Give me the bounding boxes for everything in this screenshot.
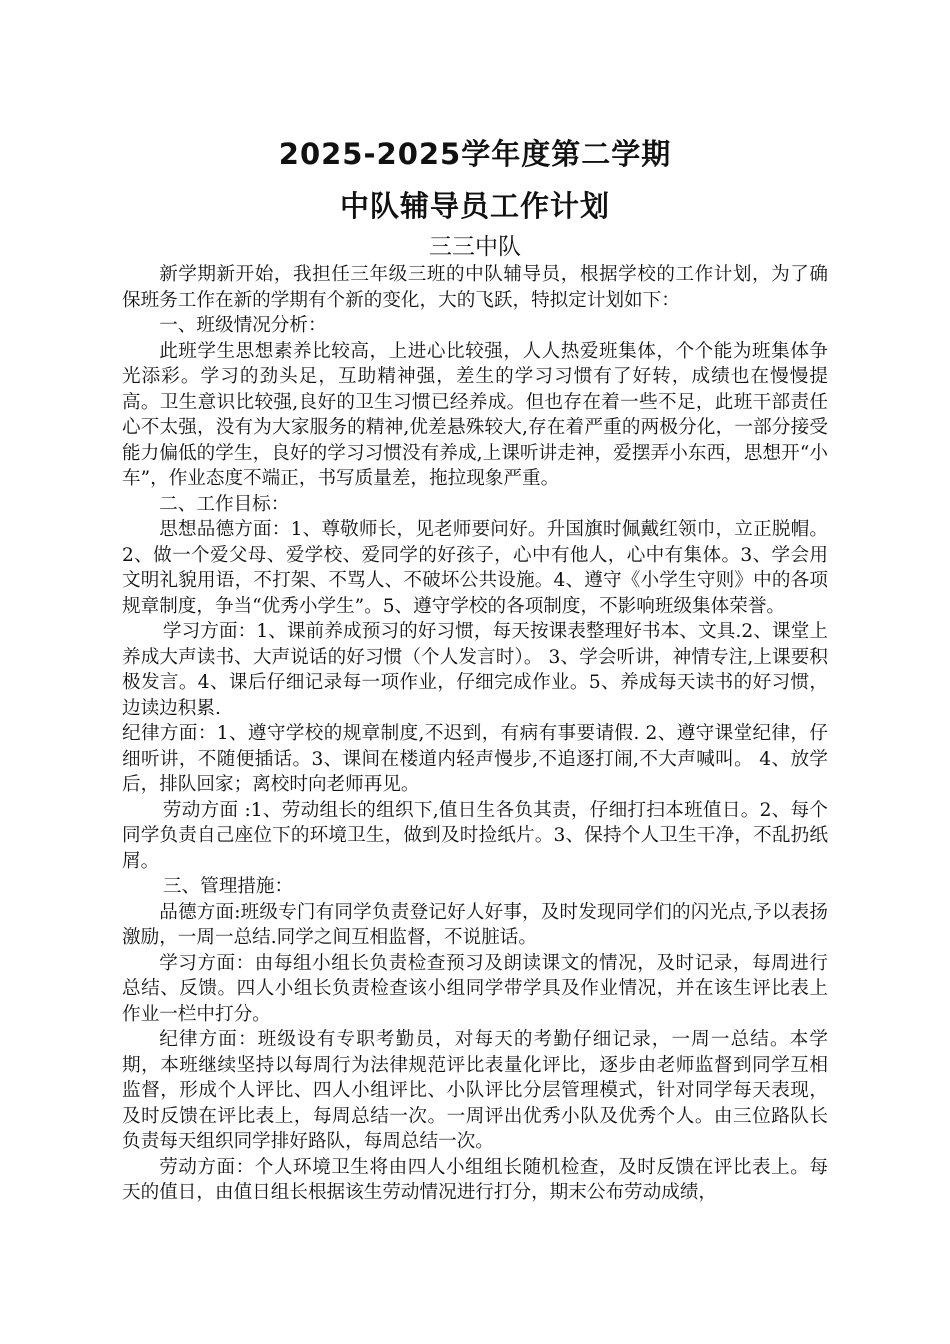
section-heading-3: 三、管理措施： xyxy=(162,876,294,897)
document-subtitle: 三三中队 xyxy=(429,234,521,260)
paragraph-goal-morality: 思想品德方面：1、尊敬师长，见老师要问好。升国旗时佩戴红领巾，立正脱帽。2、做一个爱父母、爱学校、爱同学的好孩子，心中有他人，心中有集体。3、学会用文明礼貌用语，不打架、不骂人、不破坏公共设施。4、遵守《小学生守则》中的各项规章制度，争当“优秀小学生”。5、遵守学校的各项制度，不影响班级集体荣誉。 xyxy=(122,519,828,617)
section-heading-1: 一、班级情况分析： xyxy=(159,315,327,336)
paragraph-measure-labor: 劳动方面：个人环境卫生将由四人小组组长随机检查，及时反馈在评比表上。每天的值日，由值日组长根据该生劳动情况进行打分，期末公布劳动成绩， xyxy=(122,1156,828,1203)
paragraph-class-analysis: 此班学生思想素养比较高，上进心比较强，人人热爱班集体，个个能为班集体争光添彩。学习的劲头足，互助精神强，差生的学习习惯有了好转，成绩也在慢慢提高。卫生意识比较强,良好的卫生习惯已经养成。但也存在着一些不足，此班干部责任心不太强，没有为大家服务的精神,优差悬殊较大,存在着严重的两极分化，一部分接受能力偏低的学生，良好的学习习惯没有养成,上课听讲走神，爱摆弄小东西，思想开“小车”，作业态度不端正，书写质量差，拖拉现象严重。 xyxy=(122,340,828,489)
paragraph-intro: 新学期新开始，我担任三年级三班的中队辅导员，根据学校的工作计划，为了确保班务工作在新的学期有个新的变化，大的飞跃，特拟定计划如下： xyxy=(122,264,828,311)
paragraph-goal-labor: 劳动方面 :1、劳动组长的组织下,值日生各负其责，仔细打扫本班值日。2、每个同学负责自己座位下的环境卫生，做到及时捡纸片。3、保持个人卫生干净，不乱扔纸屑。 xyxy=(122,799,828,872)
document-body xyxy=(122,262,828,1206)
paragraph-measure-study: 学习方面：由每组小组长负责检查预习及朗读课文的情况，及时记录，每周进行总结、反馈。四人小组长负责检查该小组同学带学具及作业情况，并在该生评比表上作业一栏中打分。 xyxy=(122,952,828,1025)
document-title-line2: 中队辅导员工作计划 xyxy=(339,189,610,223)
paragraph-goal-study: 学习方面：1、课前养成预习的好习惯，每天按课表整理好书本、文具.2、课堂上养成大声读书、大声说话的好习惯（个人发言时）。 3、学会听讲，神情专注,上课要积极发言。4、课后仔细记录每一项作业，仔细完成作业。5、养成每天读书的好习惯，边读边积累. xyxy=(122,621,828,719)
paragraph-measure-discipline: 纪律方面：班级设有专职考勤员，对每天的考勤仔细记录，一周一总结。本学期，本班继续坚持以每周行为法律规范评比表量化评比，逐步由老师监督到同学互相监督，形成个人评比、四人小组评比、小队评比分层管理模式，针对同学每天表现，及时反馈在评比表上，每周总结一次。一周评出优秀小队及优秀个人。由三位路队长负责每天组织同学排好路队，每周总结一次。 xyxy=(122,1029,828,1152)
paragraph-measure-morality: 品德方面:班级专门有同学负责登记好人好事，及时发现同学们的闪光点,予以表扬激励，一周一总结.同学之间互相监督，不说脏话。 xyxy=(122,901,828,948)
document-title-line1: 2025-2025学年度第二学期 xyxy=(278,137,672,171)
paragraph-goal-discipline: 纪律方面：1、遵守学校的规章制度,不迟到，有病有事要请假. 2、遵守课堂纪律，仔细听讲，不随便插话。3、课间在楼道内轻声慢步,不追逐打闹,不大声喊叫。 4、放学后，排队回家；离校时向老师再见。 xyxy=(122,723,828,795)
section-heading-2: 二、工作目标： xyxy=(159,493,290,515)
